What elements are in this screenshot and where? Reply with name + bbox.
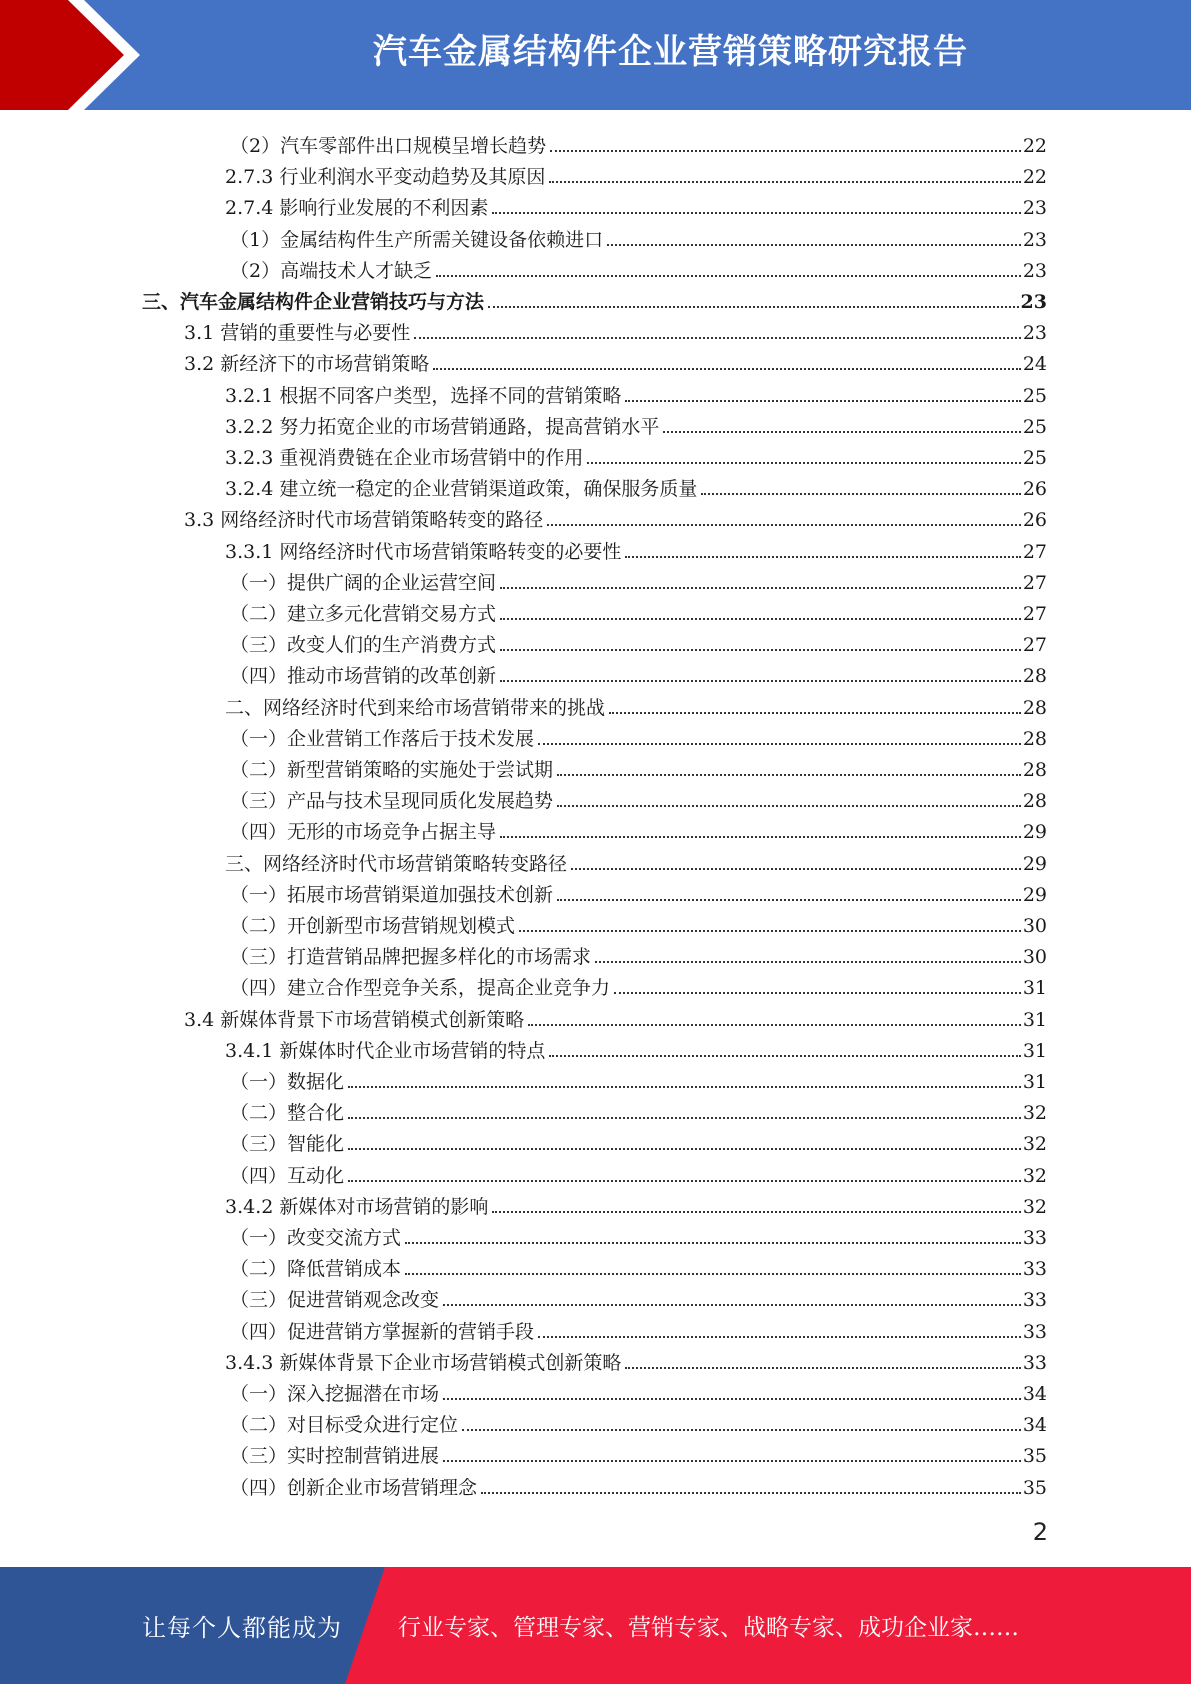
toc-leader-dots: [348, 1117, 1021, 1119]
page-footer: [0, 1567, 1191, 1684]
toc-leader-dots: [538, 743, 1021, 745]
toc-leader-dots: [443, 1398, 1021, 1400]
toc-entry-page: 32: [1022, 1133, 1047, 1156]
toc-entry-page: 29: [1022, 883, 1047, 906]
toc-entry[interactable]: [230, 626, 1047, 657]
toc-entry[interactable]: [225, 189, 1047, 220]
toc-entry-page: 23: [1022, 197, 1047, 220]
toc-leader-dots: [481, 1492, 1021, 1494]
toc-entry-title: （四）无形的市场竞争占据主导: [230, 821, 497, 844]
toc-leader-dots: [614, 992, 1021, 994]
toc-entry-page: 23: [1022, 322, 1047, 345]
toc-entry-page: 27: [1022, 540, 1047, 563]
toc-leader-dots: [557, 774, 1021, 776]
toc-leader-dots: [625, 400, 1020, 402]
toc-entry-title: 3.2.1 根据不同客户类型，选择不同的营销策略: [225, 384, 622, 407]
toc-leader-dots: [488, 306, 1019, 308]
toc-entry[interactable]: [225, 439, 1047, 470]
toc-entry-title: （二）新型营销策略的实施处于尝试期: [230, 759, 554, 781]
toc-leader-dots: [625, 556, 1020, 558]
toc-entry-title: 3.4.3 新媒体背景下企业市场营销模式创新策略: [225, 1351, 622, 1374]
toc-entry-title: 三、网络经济时代市场营销策略转变路径: [225, 852, 568, 875]
toc-entry-title: （四）促进营销方掌握新的营销手段: [230, 1320, 535, 1343]
toc-entry-title: （2）高端技术人才缺乏: [230, 259, 433, 282]
toc-leader-dots: [549, 181, 1020, 183]
toc-leader-dots: [625, 1367, 1020, 1369]
toc-entry-page: 33: [1022, 1289, 1047, 1312]
toc-entry-page: 28: [1022, 759, 1047, 781]
toc-leader-dots: [609, 712, 1021, 714]
toc-leader-dots: [528, 1024, 1021, 1026]
toc-entry-page: 30: [1022, 946, 1047, 969]
toc-entry-page: 28: [1022, 727, 1047, 750]
toc-leader-dots: [500, 618, 1021, 620]
toc-leader-dots: [547, 524, 1021, 526]
toc-entry-page: 22: [1022, 166, 1047, 189]
toc-entry[interactable]: [230, 1250, 1047, 1281]
toc-entry-title: （三）改变人们的生产消费方式: [230, 634, 497, 657]
toc-leader-dots: [405, 1242, 1021, 1244]
toc-entry-page: 22: [1022, 135, 1047, 157]
toc-entry[interactable]: [142, 283, 1047, 314]
toc-entry-title: （四）建立合作型竞争关系，提高企业竞争力: [230, 977, 611, 1000]
toc-entry-title: （2）汽车零部件出口规模呈增长趋势: [230, 135, 547, 157]
toc-entry[interactable]: [184, 501, 1047, 532]
toc-entry-title: （二）建立多元化营销交易方式: [230, 603, 497, 625]
toc-leader-dots: [436, 275, 1021, 277]
toc-entry-page: 32: [1022, 1102, 1047, 1125]
toc-leader-dots: [500, 587, 1021, 589]
toc-entry[interactable]: [225, 1344, 1047, 1375]
toc-entry-title: 二、网络经济时代到来给市场营销带来的挑战: [225, 696, 606, 719]
header-arrow-decoration: [0, 0, 150, 110]
page-header: [0, 0, 1191, 110]
toc-entry-page: 27: [1022, 634, 1047, 657]
toc-entry[interactable]: [230, 1094, 1047, 1125]
toc-leader-dots: [462, 1429, 1021, 1431]
toc-entry-page: 29: [1022, 821, 1047, 844]
toc-entry-title: （二）整合化: [230, 1102, 345, 1125]
toc-entry-page: 25: [1022, 384, 1047, 407]
toc-entry-title: （二）开创新型市场营销规划模式: [230, 915, 516, 937]
toc-entry-page: 26: [1022, 509, 1047, 532]
toc-leader-dots: [500, 680, 1021, 682]
toc-leader-dots: [492, 1211, 1020, 1213]
toc-entry-title: （三）实时控制营销进展: [230, 1445, 440, 1468]
toc-leader-dots: [571, 868, 1021, 870]
toc-entry-page: 33: [1022, 1351, 1047, 1374]
toc-entry-title: 3.4.1 新媒体时代企业市场营销的特点: [225, 1039, 546, 1062]
toc-leader-dots: [443, 1460, 1021, 1462]
toc-entry-title: （1）金属结构件生产所需关键设备依赖进口: [230, 228, 604, 251]
toc-entry-title: （三）产品与技术呈现同质化发展趋势: [230, 790, 554, 813]
toc-entry[interactable]: [184, 1001, 1047, 1032]
toc-entry-page: 28: [1022, 665, 1047, 688]
footer-slogan-right: 行业专家、管理专家、营销专家、战略专家、成功企业家……: [398, 1615, 1019, 1641]
toc-leader-dots: [557, 805, 1021, 807]
toc-entry-page: 27: [1022, 571, 1047, 594]
toc-entry[interactable]: [230, 1313, 1047, 1344]
toc-entry-title: （四）互动化: [230, 1164, 345, 1187]
toc-entry[interactable]: [184, 345, 1047, 376]
toc-entry[interactable]: [230, 1437, 1047, 1468]
toc-entry-title: 3.3 网络经济时代市场营销策略转变的路径: [184, 509, 544, 532]
toc-entry[interactable]: [225, 1188, 1047, 1219]
toc-entry[interactable]: [225, 158, 1047, 189]
toc-entry[interactable]: [230, 876, 1047, 907]
page-number: 2: [1032, 1518, 1048, 1546]
toc-entry-page: 26: [1022, 478, 1047, 501]
toc-entry-title: （四）推动市场营销的改革创新: [230, 665, 497, 688]
toc-entry-page: 34: [1022, 1383, 1047, 1405]
toc-entry-page: 25: [1022, 415, 1047, 438]
toc-entry-page: 35: [1022, 1445, 1047, 1468]
toc-entry-title: （三）促进营销观念改变: [230, 1289, 440, 1312]
toc-entry-page: 23: [1022, 259, 1047, 282]
toc-entry-page: 34: [1022, 1414, 1047, 1437]
toc-leader-dots: [348, 1148, 1021, 1150]
toc-entry[interactable]: [225, 533, 1047, 564]
toc-entry-page: 31: [1022, 1071, 1047, 1093]
toc-entry[interactable]: [225, 470, 1047, 501]
toc-entry[interactable]: [225, 408, 1047, 439]
toc-entry-title: 2.7.4 影响行业发展的不利因素: [225, 197, 489, 220]
toc-entry[interactable]: [230, 1125, 1047, 1156]
toc-entry-page: 23: [1020, 291, 1047, 313]
toc-entry-page: 31: [1022, 977, 1047, 1000]
toc-leader-dots: [587, 462, 1020, 464]
toc-entry-page: 25: [1022, 447, 1047, 469]
toc-leader-dots: [607, 244, 1021, 246]
toc-entry-page: 24: [1022, 353, 1047, 376]
toc-entry-page: 28: [1022, 696, 1047, 719]
toc-entry[interactable]: [230, 969, 1047, 1000]
toc-entry-page: 23: [1022, 228, 1047, 251]
toc-entry[interactable]: [230, 720, 1047, 751]
toc-entry[interactable]: [225, 689, 1047, 720]
toc-entry-title: （一）改变交流方式: [230, 1227, 402, 1249]
toc-entry[interactable]: [230, 1157, 1047, 1188]
toc-entry-title: 3.1 营销的重要性与必要性: [184, 322, 411, 345]
toc-entry-page: 33: [1022, 1320, 1047, 1343]
toc-entry[interactable]: [225, 377, 1047, 408]
toc-leader-dots: [500, 836, 1021, 838]
toc-entry-title: 3.4 新媒体背景下市场营销模式创新策略: [184, 1008, 525, 1031]
toc-entry-title: 3.2 新经济下的市场营销策略: [184, 353, 430, 376]
toc-leader-dots: [414, 337, 1021, 339]
toc-entry-title: （四）创新企业市场营销理念: [230, 1476, 478, 1499]
toc-leader-dots: [663, 431, 1020, 433]
toc-leader-dots: [348, 1086, 1021, 1088]
toc-entry-title: （三）智能化: [230, 1133, 345, 1156]
toc-leader-dots: [433, 368, 1021, 370]
toc-entry[interactable]: [230, 564, 1047, 595]
toc-entry-title: 3.2.2 努力拓宽企业的市场营销通路，提高营销水平: [225, 415, 660, 438]
toc-entry-title: （三）打造营销品牌把握多样化的市场需求: [230, 946, 592, 969]
toc-entry-title: 3.4.2 新媒体对市场营销的影响: [225, 1195, 489, 1218]
toc-entry[interactable]: [230, 595, 1047, 626]
toc-entry-page: 27: [1022, 603, 1047, 625]
toc-leader-dots: [549, 1055, 1020, 1057]
toc-entry-title: 2.7.3 行业利润水平变动趋势及其原因: [225, 166, 546, 189]
toc-entry[interactable]: [230, 1375, 1047, 1406]
toc-entry[interactable]: [230, 813, 1047, 844]
toc-entry[interactable]: [225, 1032, 1047, 1063]
toc-entry[interactable]: [230, 657, 1047, 688]
footer-slogan-left: 让每个人都能成为: [142, 1614, 342, 1642]
toc-entry-page: 30: [1022, 915, 1047, 937]
toc-entry-title: 三、汽车金属结构件企业营销技巧与方法: [142, 291, 485, 313]
toc-entry[interactable]: [230, 221, 1047, 252]
toc-entry-page: 33: [1022, 1258, 1047, 1281]
toc-entry-page: 28: [1022, 790, 1047, 813]
toc-entry-page: 35: [1022, 1476, 1047, 1499]
toc-entry-title: （二）对目标受众进行定位: [230, 1414, 459, 1437]
toc-leader-dots: [595, 961, 1021, 963]
toc-leader-dots: [519, 930, 1021, 932]
toc-entry-page: 29: [1022, 852, 1047, 875]
toc-leader-dots: [492, 212, 1020, 214]
toc-entry-page: 32: [1022, 1164, 1047, 1187]
toc-entry[interactable]: [230, 1281, 1047, 1312]
toc-entry-page: 33: [1022, 1227, 1047, 1249]
toc-entry[interactable]: [184, 314, 1047, 345]
toc-entry-title: （一）企业营销工作落后于技术发展: [230, 727, 535, 750]
toc-entry[interactable]: [230, 127, 1047, 158]
toc-leader-dots: [405, 1273, 1021, 1275]
toc-entry[interactable]: [230, 782, 1047, 813]
toc-leader-dots: [443, 1304, 1021, 1306]
toc-entry[interactable]: [230, 938, 1047, 969]
toc-entry-title: 3.2.4 建立统一稳定的企业营销渠道政策，确保服务质量: [225, 478, 698, 501]
toc-leader-dots: [348, 1180, 1021, 1182]
toc-entry-page: 31: [1022, 1039, 1047, 1062]
toc-entry[interactable]: [230, 907, 1047, 938]
toc-entry-page: 32: [1022, 1195, 1047, 1218]
toc-leader-dots: [701, 493, 1020, 495]
toc-entry-title: 3.3.1 网络经济时代市场营销策略转变的必要性: [225, 540, 622, 563]
toc-entry[interactable]: [230, 751, 1047, 782]
toc-entry[interactable]: [230, 1063, 1047, 1094]
toc-entry-title: （一）提供广阔的企业运营空间: [230, 571, 497, 594]
toc-entry-page: 31: [1022, 1008, 1047, 1031]
toc-entry-title: （二）降低营销成本: [230, 1258, 402, 1281]
toc-entry-title: （一）数据化: [230, 1071, 345, 1093]
toc-entry[interactable]: [230, 252, 1047, 283]
toc-entry-title: （一）深入挖掘潜在市场: [230, 1383, 440, 1405]
toc-entry[interactable]: [230, 1406, 1047, 1437]
toc-entry[interactable]: [230, 1219, 1047, 1250]
toc-leader-dots: [500, 649, 1021, 651]
toc-entry-title: （一）拓展市场营销渠道加强技术创新: [230, 883, 554, 906]
document-title: 汽车金属结构件企业营销策略研究报告: [373, 32, 968, 72]
toc-leader-dots: [538, 1336, 1021, 1338]
toc-leader-dots: [557, 899, 1021, 901]
toc-entry-title: 3.2.3 重视消费链在企业市场营销中的作用: [225, 447, 584, 469]
toc-entry[interactable]: [230, 1469, 1047, 1500]
toc-leader-dots: [550, 150, 1021, 152]
toc-entry[interactable]: [225, 845, 1047, 876]
